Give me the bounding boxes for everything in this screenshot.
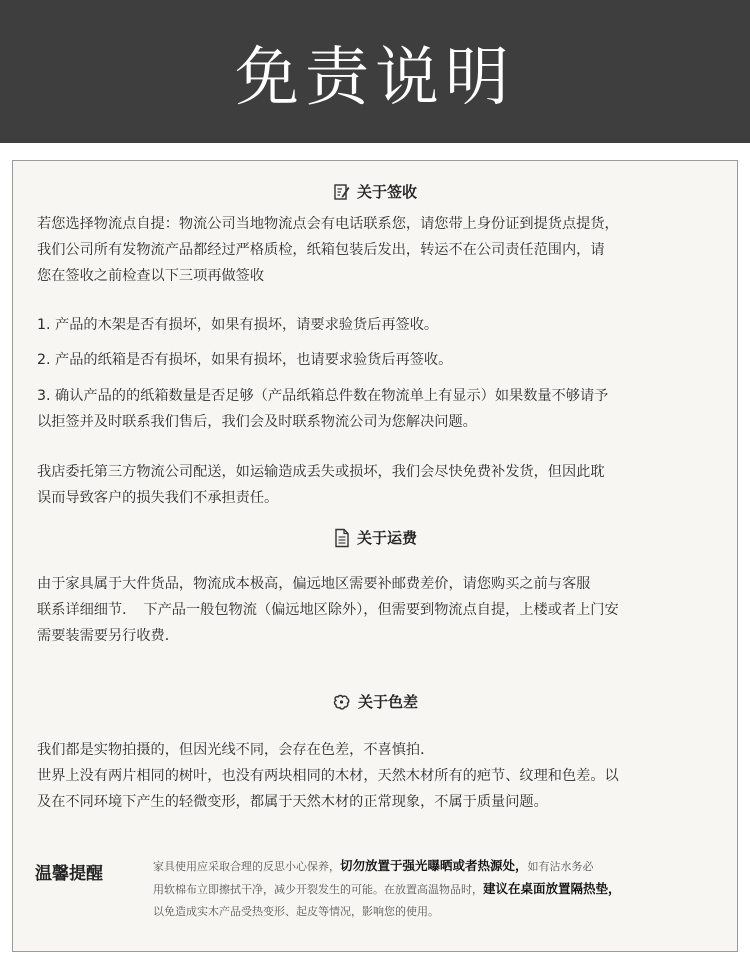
color-text-line: 世界上没有两片相同的树叶，也没有两块相同的木材，天然木材所有的疤节、纹理和色差。以 (37, 768, 619, 784)
section-title-color (13, 691, 737, 712)
content-panel (12, 160, 738, 952)
receipt-intro-line: 我们公司所有发物流产品都经过严格质检，纸箱包装后发出，转运不在公司责任范围内，请 (37, 242, 605, 258)
shipping-text-line: 需要装需要另行收费． (37, 628, 179, 644)
receipt-item-3-line: 3. 确认产品的的纸箱数量是否足够（产品纸箱总件数在物流单上有显示）如果数量不够请予 (37, 388, 609, 404)
page-title: 免责说明 (235, 40, 515, 115)
color-text (37, 737, 717, 815)
receipt-note (37, 459, 717, 511)
tips-text-normal: 用软棉布立即擦拭干净，减少开裂发生的可能。在放置高温物品时， (153, 883, 483, 896)
section-title-shipping (13, 527, 737, 548)
tips-text-normal: 家具使用应采取合理的反思小心保养， (153, 860, 340, 873)
tips-text-emphasis: 切勿放置于强光曝晒或者热源处， (340, 858, 528, 873)
receipt-item-1: 1. 产品的木架是否有损坏，如果有损坏，请要求验货后再签收。 (37, 317, 439, 333)
receipt-item-3 (37, 383, 717, 435)
receipt-note-line: 我店委托第三方物流公司配送，如运输造成丢失或损坏，我们会尽快免费补发货，但因此耽 (37, 464, 605, 480)
receipt-intro-line: 若您选择物流点自提：物流公司当地物流点会有电话联系您，请您带上身份证到提货点提货， (37, 216, 619, 232)
edit-document-icon (333, 183, 351, 201)
puzzle-icon (332, 692, 352, 712)
shipping-text-line: 联系详细细节． 下产品一般包物流（偏远地区除外），但需要到物流点自提，上楼或者上门安 (37, 602, 619, 618)
document-icon (333, 528, 351, 548)
receipt-item-2: 2. 产品的纸箱是否有损坏，如果有损坏，也请要求验货后再签收。 (37, 352, 453, 368)
section-title-color-label: 关于色差 (357, 693, 418, 711)
tips-text-emphasis: 建议在桌面放置隔热垫， (483, 881, 621, 896)
tips-line-3: 以免造成实木产品受热变形、起皮等情况，影响您的使用。 (153, 905, 439, 918)
receipt-note-line: 误而导致客户的损失我们不承担责任。 (37, 490, 279, 506)
receipt-intro-line: 您在签收之前检查以下三项再做签收 (37, 268, 265, 284)
tips-line-2 (153, 878, 733, 901)
tips-text-normal: 如有沾水务必 (527, 860, 594, 873)
color-text-line: 我们都是实物拍摄的，但因光线不同，会存在色差，不喜慎拍． (37, 742, 435, 758)
shipping-text (37, 571, 717, 649)
color-text-line: 及在不同环境下产生的轻微变形，都属于天然木材的正常现象，不属于质量问题。 (37, 794, 548, 810)
shipping-text-line: 由于家具属于大件货品，物流成本极高，偏远地区需要补邮费差价，请您购买之前与客服 (37, 576, 591, 592)
section-title-receipt (13, 181, 737, 202)
tips-line-1 (153, 855, 733, 878)
tips-label: 温馨提醒 (35, 864, 103, 884)
section-title-shipping-label: 关于运费 (356, 529, 417, 547)
receipt-intro (37, 211, 717, 289)
receipt-item-3-line: 以拒签并及时联系我们售后，我们会及时联系物流公司为您解决问题。 (37, 414, 477, 430)
header-banner (0, 0, 750, 143)
tips-text (153, 855, 733, 923)
section-title-receipt-label: 关于签收 (356, 183, 417, 201)
